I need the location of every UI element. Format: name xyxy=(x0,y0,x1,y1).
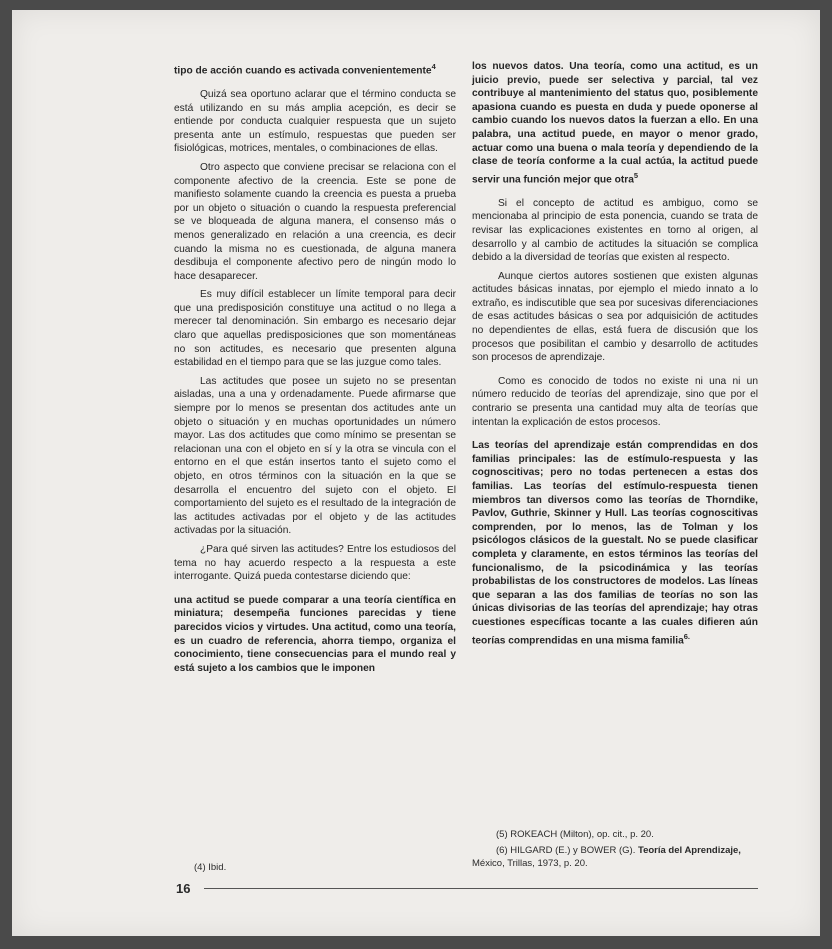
paragraph: Quizá sea oportuno aclarar que el término conducta se está utilizando en su más amplia acepción, es decir se entiende por conducta cualquier respuesta que un sujeto presenta ante un estímulo, respuestas que pueden ser fisiológicas, motrices, mentales, o combinaciones de ellas. xyxy=(174,88,456,155)
paragraph: Como es conocido de todos no existe ni una ni un número reducido de teorías del aprendizaje, sino que por el contrario se presenta una cantidad muy alta de teorías que intentan la explicación de estos procesos. xyxy=(472,375,758,428)
footnote-6: (6) HILGARD (E.) y BOWER (G). Teoría del Aprendizaje, México, Trillas, 1973, p. 20. xyxy=(472,845,741,869)
right-column xyxy=(472,60,758,653)
footnote-4: (4) Ibid. xyxy=(194,862,227,873)
footer-rule xyxy=(204,888,758,889)
document-page xyxy=(12,10,820,936)
paragraph: tipo de acción cuando es activada convenientemente$^4$ xyxy=(174,62,436,77)
quotation: una actitud se puede comparar a una teoría científica en miniatura; desempeña funciones parecidas y tiene parecidos vicios y virtudes. Una actitud, como una teoría, es un cuadro de referencia, ahorra tiempo, organiza el conocimiento, tiene consecuencias para el mundo real y está sujeto a los cambios que le imponen xyxy=(174,594,456,674)
footnote-5: (5) ROKEACH (Milton), op. cit., p. 20. xyxy=(496,829,654,840)
left-column xyxy=(174,60,456,680)
paragraph: Las actitudes que posee un sujeto no se presentan aisladas, una a una y ordenadamente. Puede afirmarse que siempre por lo menos se presentan dos actitudes ante un objeto o situación y en muchas oportunidades un número mayor. Las dos actitudes que como mínimo se presentan se relacionan una con el objeto en sí y la otra se vincula con el entorno en el que están insertos tanto el sujeto como el objeto, en otros términos con la situación en la que se desarrolla el encuentro del sujeto con el objeto. El comportamiento del sujeto es el resultado de la integración de las actitudes activadas por el objeto y de las actitudes activadas por la situación. xyxy=(174,375,456,537)
quotation: Las teorías del aprendizaje están comprendidas en dos familias principales: las de estímulo-respuesta y las cognoscitivas; pero no todas pertenecen a estas dos familias. Las teorías del estímulo-respuesta tienen miembros tan diversos como las teorías de Thorndike, Pavlov, Guthrie, Skinner y Hull. Las teorías cognoscitivas comprenden, por lo menos, las de Tolman y los psicólogos clásicos de la guestalt. No se puede clasificar completa y claramente, en estos términos las teorías del funcionalismo, de la psicodinámica y las teorías probabilistas de los constructores de modelos. Las líneas que separan a las dos familias de teorías no son las únicas divisorias de las teorías del aprendizaje; hay otras cuestiones específicas tocante a las cuales difieren aún teorías comprendidas en una misma familia$^{6.}$ xyxy=(472,440,758,646)
paragraph: Aunque ciertos autores sostienen que existen algunas actitudes básicas innatas, por ejemplo el miedo innato a lo extraño, es indiscutible que sea por sucesivas diferenciaciones de esas actitudes básicas o sea por adquisición de actitudes no dependientes de ellas, está fuera de discusión que los procesos que posibilitan el cambio y desarrollo de actitudes son procesos de aprendizaje. xyxy=(472,270,758,364)
paragraph: Otro aspecto que conviene precisar se relaciona con el componente afectivo de la creencia. Este se pone de manifiesto solamente cuando la creencia es puesta a prueba por un objeto o situación o cuando la respuesta preferencial se ve bloqueada de alguna manera, el consenso más o menos generalizado en relación a una creencia, es decir cuando la misma no es cuestionada, de alguna manera desdibuja el componente afectivo pero de ningún modo lo hace desaparecer. xyxy=(174,161,456,282)
footnotes-right xyxy=(472,828,758,873)
paragraph: Si el concepto de actitud es ambiguo, como se mencionaba al principio de esta ponencia, cuando se trata de revisar las explicaciones existentes en torno al origen, al desarrollo y al cambio de actitudes la situación se complica debido a la diversidad de teorías que existen al respecto. xyxy=(472,197,758,264)
paragraph: ¿Para qué sirven las actitudes? Entre los estudiosos del tema no hay acuerdo respecto a la respuesta a este interrogante. Quizá pueda contestarse diciendo que: xyxy=(174,543,456,583)
quotation-continued: los nuevos datos. Una teoría, como una actitud, es un juicio previo, puede ser selectiva y parcial, tal vez contribuye al mantenimiento del status quo, posiblemente apasiona cuando es puesta en duda y puede oponerse al cambio cuando los nuevos datos la fuerzan a ello. En una palabra, una actitud puede, en mayor o menor grado, actuar como una buena o mala teoría y dependiendo de la clase de teoría conforme a la cual actúa, la actitud puede servir una función mejor que otra$^5$ xyxy=(472,61,758,186)
paragraph: Es muy difícil establecer un límite temporal para decir que una predisposición constituye una actitud o no llega a merecer tal denominación. Sin embargo es necesario dejar claro que aquellas predisposiciones que son momentáneas no son actitudes, es necesario que presenten alguna estabilidad en el tiempo para que se las juzgue como tales. xyxy=(174,289,456,369)
page-number: 16 xyxy=(176,881,191,896)
